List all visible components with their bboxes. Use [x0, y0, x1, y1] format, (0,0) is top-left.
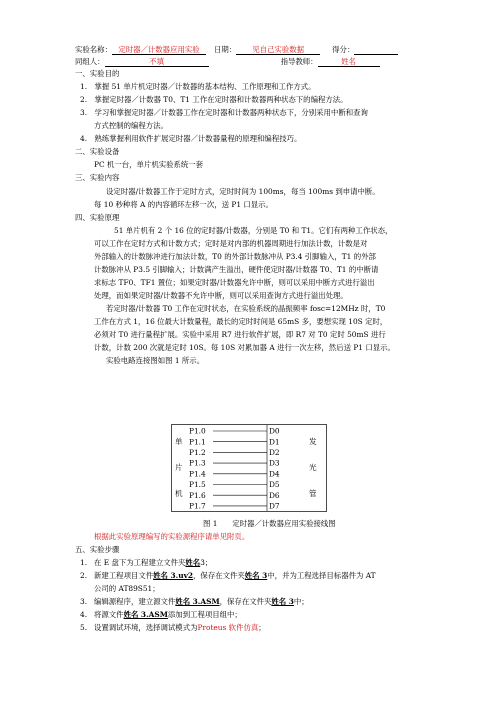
objective-item: 4. 熟练掌握利用软件扩展定时器／计数器量程的原理和编程技巧。 — [80, 134, 302, 143]
step-text: 3； — [200, 558, 213, 567]
mcu-pin-label: P1.6 — [189, 490, 206, 500]
step-number: 2. — [80, 571, 88, 580]
step-highlight-red: Proteus 软件仿真 — [197, 623, 259, 632]
section-2-title: 二、实验设备 — [75, 147, 120, 156]
principle-line: 工作在方式 1，16 位最大计数量程，最长的定时时间是 65mS 多，要想实现 10S 定时， — [94, 317, 388, 326]
partner-label: 同组人： — [75, 57, 105, 66]
led-label-char: 光 — [309, 463, 317, 472]
partner-value: 不填 — [105, 57, 209, 67]
objective-item: 1. 掌握 51 单片机定时器／计数器的基本结构、工作原理和工作方式。 — [80, 82, 316, 91]
mcu-pin-label: P1.2 — [189, 448, 206, 457]
led-pin-label: D5 — [269, 480, 280, 490]
step-text: 公司的 AT89S51； — [94, 584, 160, 593]
left-pin-group — [189, 427, 206, 511]
date-value: 见自己实验数据 — [236, 45, 320, 55]
experiment-name-value: 定时器／计数器应用实验 — [112, 45, 206, 55]
led-label-group — [309, 436, 317, 498]
step-text: 新建工程项目文件 — [94, 571, 154, 580]
principle-line: 可以工作在定时方式和计数方式；定时是对内部的机器周期进行加法计数，计数是对 — [94, 239, 368, 248]
led-pin-label: D4 — [269, 469, 280, 479]
step-highlight: 姓名 — [185, 558, 201, 567]
step-highlight: 姓名 3 — [271, 597, 294, 606]
led-pin-label: D0 — [269, 426, 280, 436]
principle-line: 计数，计数 200 次就是定时 10S。每 10S 对累加器 A 进行一次左移，然后送 P1 口显示。 — [94, 343, 395, 352]
step-highlight: 姓名 3.ASM — [175, 597, 220, 606]
led-label-char: 管 — [309, 489, 317, 498]
date-label: 日期： — [213, 45, 237, 54]
step-item — [80, 571, 376, 581]
figure-caption: 图 1 定时器／计数器应用实验接线图 — [203, 519, 336, 528]
wire-group — [213, 425, 267, 511]
step-text: 设置调试环境，选择调试模式为 — [94, 623, 198, 632]
step-number: 5. — [80, 623, 88, 632]
principle-line: 求标志 TF0、TF1 置位；如果定时器/计数器允许中断，则可以采用中断方式进行溢出 — [94, 278, 375, 287]
step-text: ，保存在文件夹 — [219, 597, 272, 606]
step-highlight: 姓名 3 — [244, 571, 268, 580]
mcu-pin-label: P1.1 — [189, 437, 206, 447]
mcu-label-group — [175, 436, 183, 498]
principle-line: 处理，而如果定时器/计数器不允许中断，则可以采用查询方式进行溢出处理。 — [94, 291, 348, 300]
step-text: 在 E 盘下为工程建立文件夹 — [94, 558, 186, 567]
step-highlight: 姓名 3.ASM — [123, 610, 168, 619]
principle-line: 计数脉冲从 P3.5 引脚输入；计数满产生溢出，硬件使定时器/计数器 T0、T1 的中断请 — [94, 265, 379, 274]
mcu-pin-label: P1.4 — [189, 469, 206, 479]
step-item-cont — [94, 584, 160, 594]
step-number: 3. — [80, 597, 88, 606]
step-text: 添加到工程项目组中； — [167, 610, 242, 619]
score-blank — [354, 45, 398, 55]
score-label: 得分： — [332, 45, 355, 54]
step-text: 将源文件 — [94, 610, 124, 619]
objective-item-cont: 方式控制的编程方法。 — [94, 121, 168, 130]
principle-line: 51 单片机有 2 个 16 位的定时器/计数器，分别是 T0 和 T1。它们有两种工作状态， — [114, 226, 393, 235]
step-number: 4. — [80, 610, 88, 619]
led-label-char: 发 — [309, 437, 317, 446]
step-text: 编辑源程序，建立源文件 — [94, 597, 176, 606]
mcu-label-char: 单 — [175, 437, 183, 446]
principle-line: 外部输入的计数脉冲进行加法计数，T0 的外部计数脉冲从 P3.4 引脚输入，T1 的外部 — [94, 252, 376, 261]
mcu-pin-label: P1.3 — [189, 458, 206, 468]
source-note: 根据此实验原理编写的实验源程序请单见附页。 — [94, 532, 250, 541]
objective-item: 2. 掌握定时器／计数器 T0、T1 工作在定时器和计数器两种状态下的编程方法。 — [80, 95, 348, 104]
equipment-text: PC 机一台，单片机实验系统一套 — [94, 160, 204, 169]
mcu-pin-label: P1.5 — [189, 480, 206, 490]
step-item — [80, 610, 242, 620]
section-5-title: 五、实验步骤 — [75, 545, 120, 554]
mcu-pin-label: P1.7 — [189, 501, 206, 511]
right-pin-group — [269, 427, 280, 511]
content-line: 每 10 秒种将 A 的内容循环左移一次，送 P1 口显示。 — [94, 200, 273, 209]
principle-line: 实验电路连接图如图 1 所示。 — [106, 356, 205, 365]
experiment-header-row — [75, 45, 398, 55]
step-text: 中，并为工程选择目标器件为 AT — [267, 571, 376, 580]
step-text: ，保存在文件夹 — [193, 571, 245, 580]
objective-item: 3. 学习和掌握定时器／计数器工作在定时器和计数器两种状态下，分别采用中断和查询 — [80, 108, 368, 117]
led-pin-label: D6 — [269, 490, 280, 500]
led-pin-label: D2 — [269, 448, 280, 457]
teacher-label: 指导教师： — [280, 57, 318, 66]
principle-line: 必须对 T0 进行量程扩展。实验中采用 R7 进行软件扩展，即 R7 对 T0 定时 50mS 进行 — [94, 330, 386, 339]
mcu-label-char: 机 — [175, 489, 183, 498]
content-line: 设定时器/计数器工作于定时方式，定时时间为 100ms，每当 100ms 到申请中断。 — [106, 187, 380, 196]
step-item — [80, 558, 212, 568]
step-highlight: 姓名 3.uv2 — [153, 571, 194, 580]
step-text: ； — [258, 623, 266, 632]
section-4-title: 四、实验原理 — [75, 213, 120, 222]
led-pin-label: D3 — [269, 458, 280, 468]
principle-line: 若定时器/计数器 T0 工作在定时状态，在实验系统的晶振频率 fosc=12MHz 时，T0 — [106, 304, 386, 313]
step-text: 中； — [293, 597, 309, 606]
mcu-pin-label: P1.0 — [189, 426, 206, 436]
led-pin-label: D7 — [269, 501, 280, 511]
experiment-name-label: 实验名称： — [75, 45, 112, 54]
section-1-title: 一、实验目的 — [75, 69, 120, 78]
led-pin-label: D1 — [269, 437, 280, 447]
partner-row — [75, 57, 380, 67]
teacher-value: 姓名 — [318, 57, 380, 67]
section-3-title: 三、实验内容 — [75, 173, 120, 182]
wiring-diagram — [171, 424, 327, 512]
step-item — [80, 623, 266, 633]
step-item — [80, 597, 309, 607]
mcu-label-char: 片 — [175, 463, 183, 472]
step-number: 1. — [80, 558, 88, 567]
